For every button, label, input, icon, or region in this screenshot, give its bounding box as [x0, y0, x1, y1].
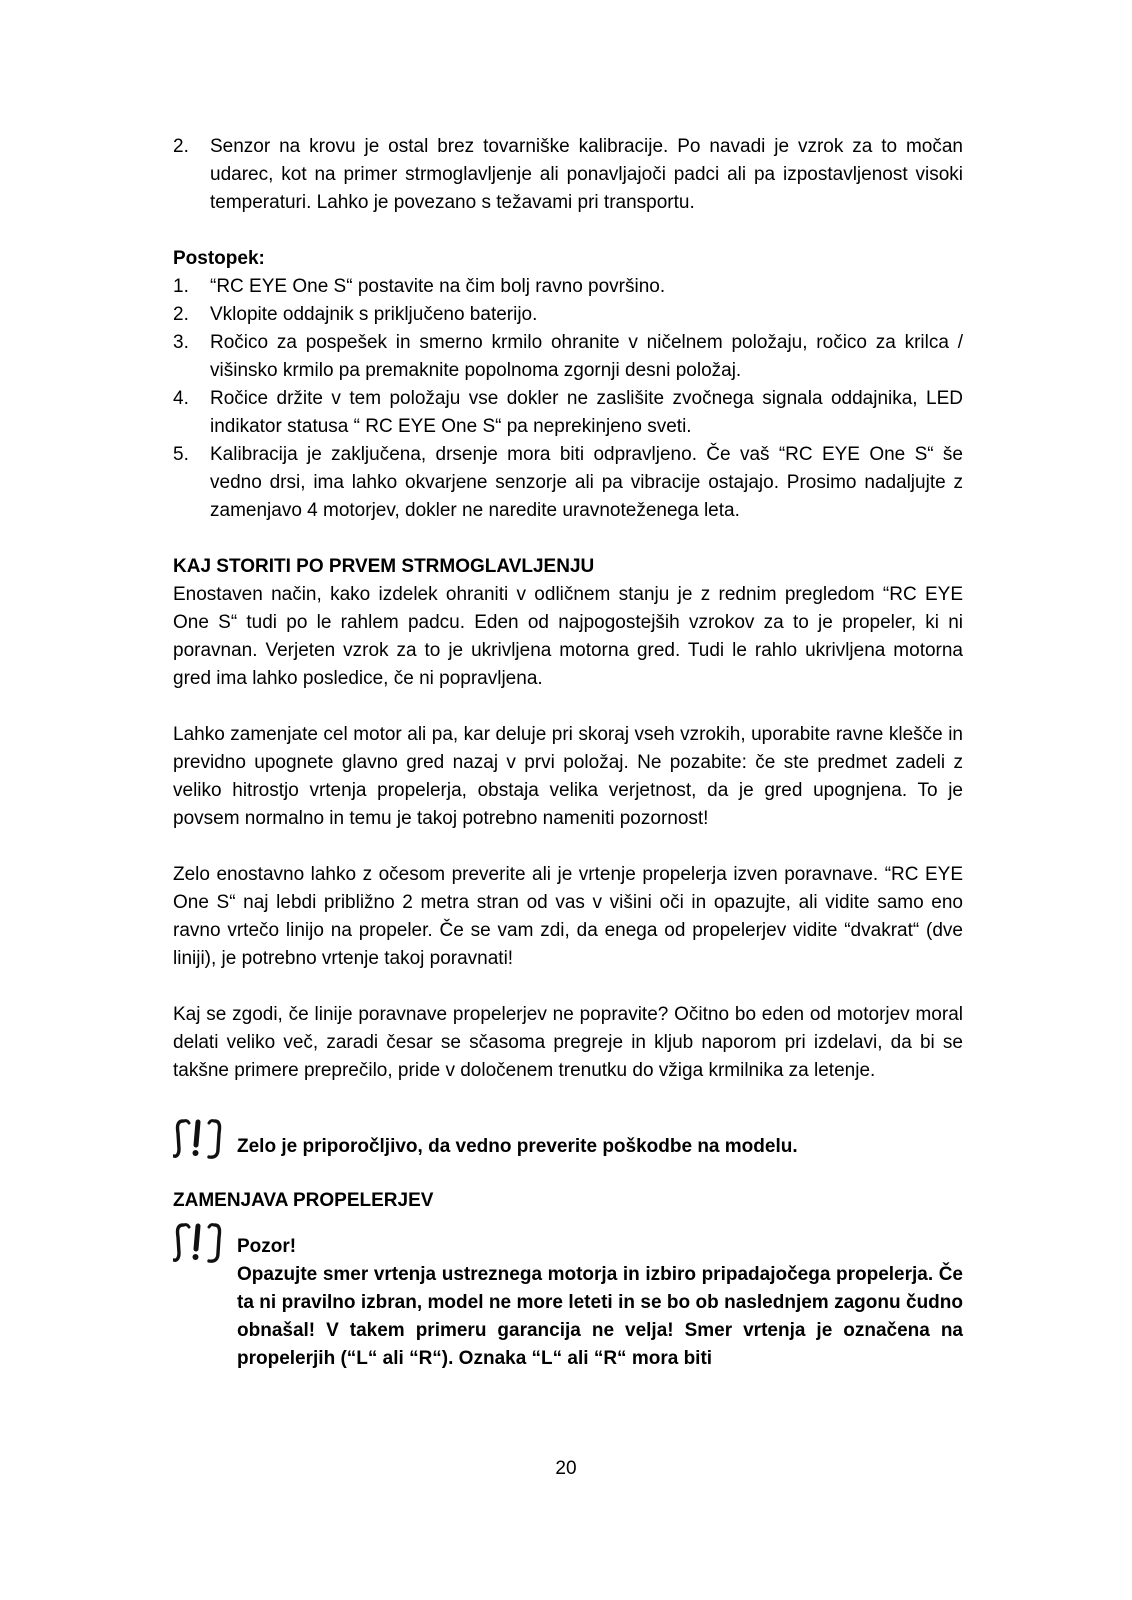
list-item: [173, 133, 963, 217]
list-text: Ročice držite v tem položaju vse dokler ne zaslišite zvočnega signala oddajnika, LED indikator statusa “ RC EYE One S“ pa neprekinjeno sveti.: [210, 388, 963, 437]
inspection-warning: [173, 1115, 963, 1161]
list-item: [173, 385, 963, 441]
warning-exclamation-icon: [173, 1115, 225, 1161]
procedure-list: [173, 273, 963, 525]
list-number: 2.: [173, 304, 189, 325]
list-text: Senzor na krovu je ostal brez tovarniške kalibracije. Po navadi je vzrok za to močan udarec, kot na primer strmoglavljenje ali ponavljajoči padci ali pa izpostavljenost visoki temperaturi. Lahko je povezano s težavami pri transportu.: [210, 136, 963, 213]
list-number: 5.: [173, 444, 189, 465]
paragraph: Kaj se zgodi, če linije poravnave propelerjev ne popravite? Očitno bo eden od motorjev moral delati veliko več, zaradi česar se sčasoma pregreje in kljub naporom pri izdelavi, da bi se takšne primere preprečilo, pride v določenem trenutku do vžiga krmilnika za letenje.: [173, 1004, 963, 1081]
list-number: 2.: [173, 136, 189, 157]
list-text: Ročico za pospešek in smerno krmilo ohranite v ničelnem položaju, ročico za krilca / višinsko krmilo pa premaknite popolnoma zgornji desni položaj.: [210, 332, 963, 381]
list-number: 3.: [173, 332, 189, 353]
list-item: [173, 273, 963, 301]
warning-text: Opazujte smer vrtenja ustreznega motorja in izbiro pripadajočega propelerja. Če ta ni pravilno izbran, model ne more leteti in se bo ob naslednjem zagonu čudno obnašal! V takem primeru garancija ne velja! Smer vrtenja je označena na propelerjih (“L“ ali “R“). Oznaka “L“ ali “R“ mora biti: [237, 1264, 963, 1369]
document-page: [173, 133, 963, 1373]
crash-section-heading: KAJ STORITI PO PRVEM STRMOGLAVLJENJU: [173, 556, 595, 577]
list-text: “RC EYE One S“ postavite na čim bolj ravno površino.: [210, 276, 666, 297]
list-number: 1.: [173, 276, 189, 297]
warning-exclamation-icon: [173, 1219, 225, 1265]
list-text: Kalibracija je zaključena, drsenje mora biti odpravljeno. Če vaš “RC EYE One S“ še vedno drsi, ima lahko okvarjene senzorje ali pa vibracije ostajajo. Prosimo nadaljujte z zamenjavo 4 motorjev, dokler ne naredite uravnoteženega leta.: [210, 444, 963, 521]
list-item: [173, 301, 963, 329]
propeller-section-heading: ZAMENJAVA PROPELERJEV: [173, 1190, 434, 1211]
warning-text: Zelo je priporočljivo, da vedno preverite poškodbe na modelu.: [237, 1136, 798, 1157]
procedure-heading: Postopek:: [173, 248, 265, 269]
list-item: [173, 329, 963, 385]
list-number: 4.: [173, 388, 189, 409]
paragraph: Enostaven način, kako izdelek ohraniti v odličnem stanju je z rednim pregledom “RC EYE One S“ tudi po le rahlem padcu. Eden od najpogostejših vzrokov za to je propeler, ki ni poravnan. Verjeten vzrok za to je ukrivljena motorna gred. Tudi le rahlo ukrivljena motorna gred ima lahko posledice, če ni popravljena.: [173, 584, 963, 689]
warning-title: Pozor!: [237, 1236, 297, 1257]
paragraph: Lahko zamenjate cel motor ali pa, kar deluje pri skoraj vseh vzrokih, uporabite ravne klešče in previdno upognete glavno gred nazaj v prvi položaj. Ne pozabite: če ste predmet zadeli z veliko hitrostjo vrtenja propelerja, obstaja velika verjetnost, da je gred upognjena. To je povsem normalno in temu je takoj potrebno nameniti pozornost!: [173, 724, 963, 829]
page-number: 20: [555, 1458, 577, 1479]
warning-body: [237, 1219, 963, 1373]
propeller-warning: [173, 1219, 963, 1373]
list-text: Vklopite oddajnik s priključeno baterijo.: [210, 304, 538, 325]
list-item: [173, 441, 963, 525]
paragraph: Zelo enostavno lahko z očesom preverite ali je vrtenje propelerja izven poravnave. “RC EYE One S“ naj lebdi približno 2 metra stran od vas v višini oči in opazujte, ali vidite samo eno ravno vrtečo linijo na propeler. Če se vam zdi, da enega od propelerjev vidite “dvakrat“ (dve liniji), je potrebno vrtenje takoj poravnati!: [173, 864, 963, 969]
